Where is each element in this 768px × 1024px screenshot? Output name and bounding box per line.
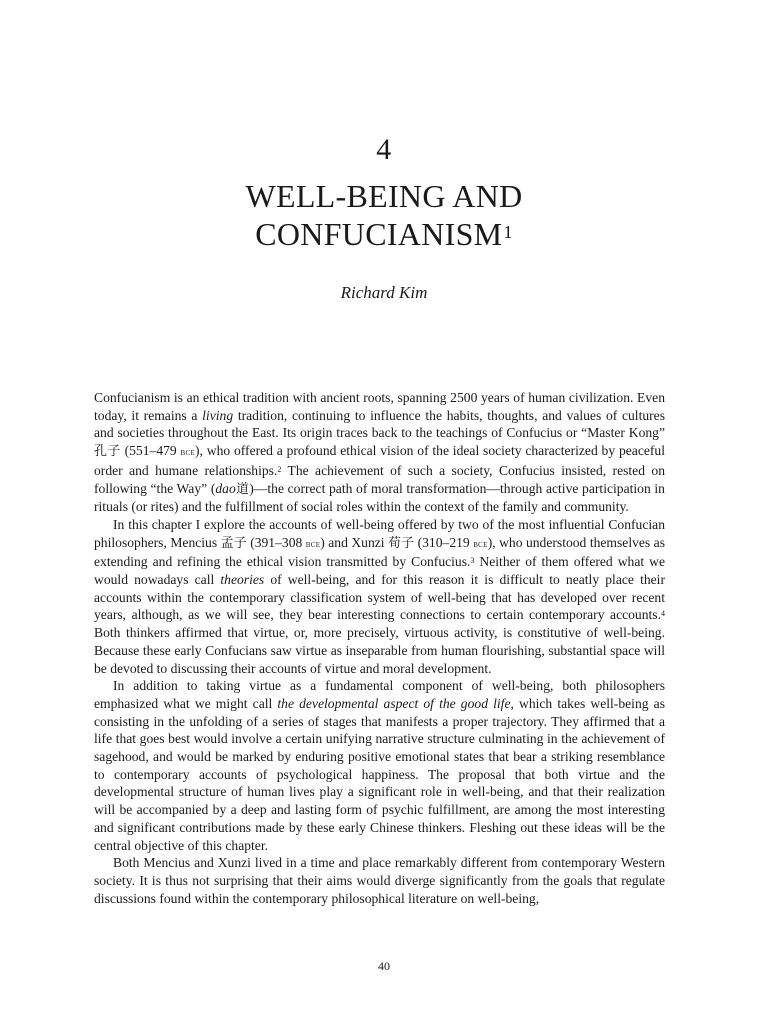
text-run: (310–219 <box>414 534 474 550</box>
chapter-body <box>94 389 665 907</box>
text-run: Neither of them offered what we would nowadays call <box>94 554 665 588</box>
chapter-title-text: CONFUCIANISM <box>255 216 503 252</box>
paragraph-2 <box>94 516 665 677</box>
emphasis: the developmental aspect of the good life <box>277 695 511 711</box>
text-run: ), who offered a profound ethical vision of the ideal society characterized by peaceful order and humane relationships. <box>94 443 665 478</box>
author-name: Richard Kim <box>340 283 428 302</box>
text-run: ), who understood themselves as extending and refining the ethical vision transmitted by Confucius. <box>94 534 665 570</box>
chapter-title <box>0 177 768 253</box>
chapter-title-line-2 <box>0 215 768 253</box>
era-abbreviation: bce <box>180 447 196 459</box>
paragraph-3 <box>94 677 665 854</box>
text-run: Both Mencius and Xunzi lived in a time and place remarkably different from contemporary Western society. It is thus not surprising that their aims would diverge significantly from the goals that regulate discussions found within the contemporary philosophical literature on well-being, <box>94 855 665 906</box>
chinese-characters: 道 <box>235 481 250 497</box>
text-run: Both thinkers affirmed that virtue, or, more precisely, virtuous activity, is constitutive of well-being. Because these early Confucians saw virtue as inseparable from human flourishing, substantial space will be devoted to discussing their accounts of virtue and moral development. <box>94 625 665 676</box>
text-run: of well-being, and for this reason it is difficult to neatly place their accounts within the contemporary classification system of well-being that has developed over recent years, although, as we will see, they bear interesting connections to certain contemporary accounts. <box>94 572 665 623</box>
text-run: In this chapter I explore the accounts of well-being offered by two of the most influential Confucian philosophers, Mencius <box>94 516 665 550</box>
text-run: In addition to taking virtue as a fundamental component of well-being, both philosophers emphasized what we might call <box>94 678 665 711</box>
emphasis: living <box>202 407 234 423</box>
chapter-title-line-1: WELL-BEING AND <box>245 178 523 214</box>
era-abbreviation: bce <box>305 538 321 550</box>
text-run: tradition, continuing to influence the habits, thoughts, and values of cultures and societies throughout the East. Its origin traces back to the teachings of Confucius or “Master Kong” <box>94 407 666 441</box>
footnote-marker: 2 <box>277 464 282 474</box>
chapter-number: 4 <box>376 133 392 166</box>
text-run: , which takes well-being as consisting in the unfolding of a series of stages that manifests a proper trajectory. They affirmed that a life that goes best would involve a certain unifying narrative structure culminating in the achievement of sagehood, and would be marked by enduring positive emotional states that bear a striking resemblance to contemporary accounts of psychological happiness. The proposal that both virtue and the developmental structure of human lives play a significant role in well-being, and that their realization will be accompanied by a deep and lasting form of psychic fulfillment, are among the most interesting and significant contributions made by these early Chinese thinkers. Fleshing out these ideas will be the central objective of this chapter. <box>94 695 665 853</box>
text-run: )—the correct path of moral transformation—through active participation in rituals (or rites) and the fulfillment of social roles within the context of the family and community. <box>94 480 665 515</box>
footnote-marker: 4 <box>661 609 665 619</box>
text-run: ) and Xunzi <box>320 534 389 550</box>
emphasis: dao <box>215 480 236 496</box>
title-footnote-marker: 1 <box>503 222 513 242</box>
text-run: The achievement of such a society, Confucius insisted, rested on following “the Way” ( <box>94 462 665 496</box>
footnote-marker: 3 <box>470 556 475 566</box>
paragraph-1 <box>94 389 665 516</box>
chinese-characters: 孟子 <box>220 535 247 551</box>
chinese-characters: 荀子 <box>388 535 415 551</box>
text-run: (551–479 <box>120 443 181 459</box>
text-run: Confucianism is an ethical tradition with ancient roots, spanning 2500 years of human civilization. Even today, it remains a <box>94 390 665 423</box>
chinese-characters: 孔子 <box>94 444 121 460</box>
emphasis: theories <box>220 572 265 588</box>
text-run: (391–308 <box>246 534 306 550</box>
paragraph-4 <box>94 854 665 907</box>
page-number: 40 <box>378 959 390 973</box>
era-abbreviation: bce <box>473 538 488 550</box>
